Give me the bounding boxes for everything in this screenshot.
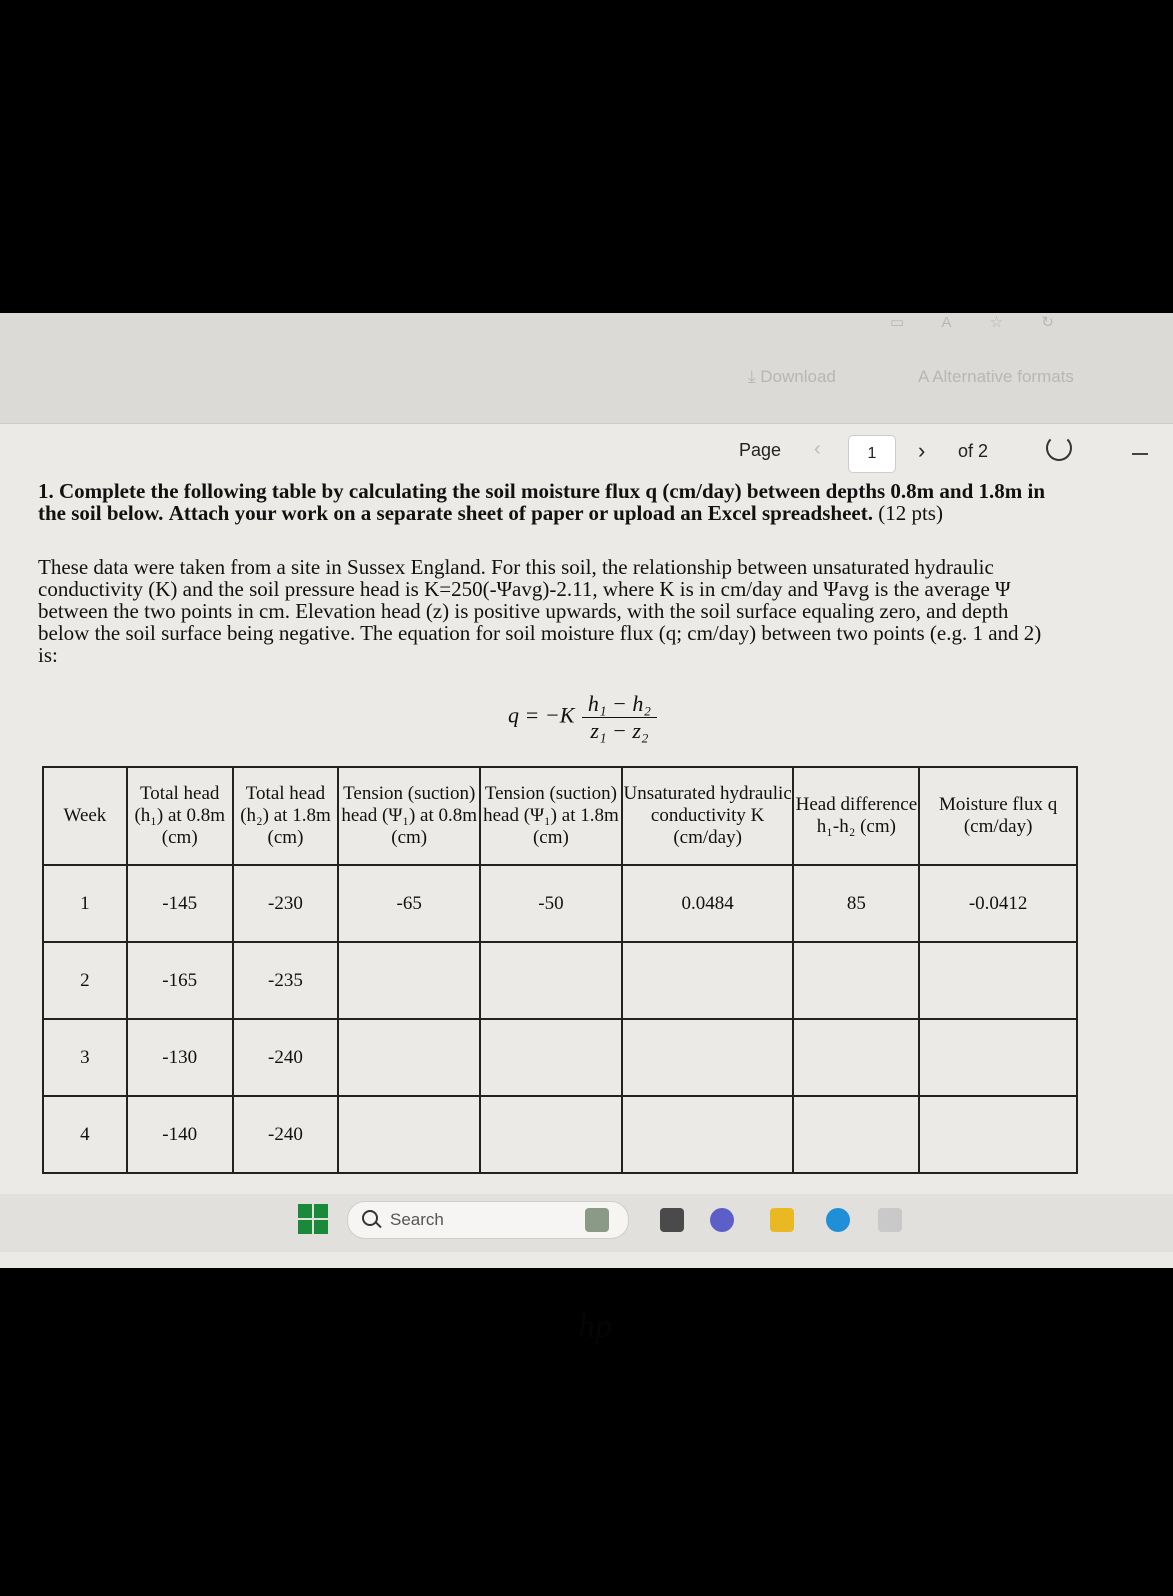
header-week: Week (43, 767, 127, 865)
table-cell: -230 (233, 865, 339, 942)
equation-fraction (582, 691, 657, 744)
page-number-input[interactable]: 1 (848, 435, 896, 473)
table-cell: 3 (43, 1019, 127, 1096)
header-moisture-flux: Moisture flux q (cm/day) (919, 767, 1077, 865)
prev-page-icon[interactable]: ‹ (814, 438, 821, 460)
table-cell (338, 1096, 480, 1173)
table-cell: -140 (127, 1096, 233, 1173)
table-cell (793, 1019, 919, 1096)
header-total-head-h2: Total head (h₂) at 1.8m (cm) (233, 767, 339, 865)
header-conductivity-k: Unsaturated hydraulic conductivity K (cm/day) (622, 767, 794, 865)
table-header-row (43, 767, 1077, 865)
question-text (38, 480, 1048, 524)
table-cell (919, 1096, 1077, 1173)
table-cell (793, 1096, 919, 1173)
windows-start-icon[interactable] (298, 1204, 330, 1236)
table-cell: -145 (127, 865, 233, 942)
edge-browser-icon[interactable] (826, 1208, 850, 1232)
question-instruction: Attach your work on a separate sheet of paper or upload an Excel spreadsheet. (168, 501, 873, 525)
question-heading: 1. Complete the following table by calculating the soil moisture flux q (cm/day) between depths 0.8m and 1.8m in the soil below. (38, 479, 1046, 525)
table-cell: -0.0412 (919, 865, 1077, 942)
file-explorer-icon[interactable] (770, 1208, 794, 1232)
alternative-formats-button[interactable]: A Alternative formats (918, 367, 1074, 386)
table-cell: -65 (338, 865, 480, 942)
table-cell: -240 (233, 1019, 339, 1096)
equation-lhs: q = −K (508, 702, 575, 728)
toolbar-icons (890, 313, 1088, 331)
page-navigator (736, 435, 1136, 465)
table-cell: -50 (480, 865, 622, 942)
table-cell: 85 (793, 865, 919, 942)
task-view-icon[interactable] (660, 1208, 684, 1232)
header-total-head-h1: Total head (h₁) at 0.8m (cm) (127, 767, 233, 865)
download-label: Download (760, 367, 836, 386)
flux-equation (508, 691, 657, 744)
favorite-star-icon[interactable]: ☆ (989, 314, 1004, 331)
table-cell (622, 1019, 794, 1096)
intro-paragraph: These data were taken from a site in Sussex England. For this soil, the relationship between unsaturated hydraulic conductivity (K) and the soil pressure head is K=250(-Ψavg)-2.11, where K is in cm/day and Ψavg is the average Ψ between the two points in cm. Elevation head (z) is positive upwards, with the soil surface equaling zero, and depth below the soil surface being negative. The equation for soil moisture flux (q; cm/day) between two points (e.g. 1 and 2) is: (38, 555, 1042, 667)
table-cell: 4 (43, 1096, 127, 1173)
download-button[interactable]: ⤓ Download (748, 367, 836, 386)
header-tension-18m: Tension (suction) head (Ψ₁) at 1.8m (cm) (480, 767, 622, 865)
table-cell (919, 942, 1077, 1019)
rotate-icon[interactable] (1046, 435, 1072, 461)
table-row (43, 1096, 1077, 1173)
equation-denominator: z₁ − z₂ (590, 718, 649, 743)
equation-numerator: h₁ − h₂ (582, 691, 657, 718)
text-size-icon[interactable]: A (941, 314, 952, 331)
taskbar (0, 1194, 1173, 1252)
menu-dash-icon[interactable] (1132, 453, 1148, 455)
data-table (42, 766, 1078, 1174)
alternative-formats-label: Alternative formats (932, 367, 1074, 386)
header-tension-08m: Tension (suction) head (Ψ₁) at 0.8m (cm) (338, 767, 480, 865)
next-page-icon[interactable]: › (918, 438, 926, 463)
viewer-toolbar (0, 313, 1173, 424)
header-head-difference: Head difference h₁-h₂ (cm) (793, 767, 919, 865)
table-row (43, 865, 1077, 942)
table-cell (338, 942, 480, 1019)
pdf-viewer-screen (0, 313, 1173, 1268)
page-count: of 2 (958, 441, 989, 461)
table-row (43, 942, 1077, 1019)
search-placeholder: Search (390, 1210, 444, 1229)
table-cell (480, 1019, 622, 1096)
table-row (43, 1019, 1077, 1096)
table-cell: 2 (43, 942, 127, 1019)
page-label: Page (739, 440, 782, 460)
table-cell (793, 942, 919, 1019)
table-cell: -240 (233, 1096, 339, 1173)
store-icon[interactable] (878, 1208, 902, 1232)
table-cell (480, 942, 622, 1019)
table-cell (338, 1019, 480, 1096)
widgets-icon[interactable] (585, 1208, 609, 1232)
question-points: (12 pts) (878, 501, 943, 525)
table-cell (480, 1096, 622, 1173)
table-cell (919, 1019, 1077, 1096)
table-cell: -165 (127, 942, 233, 1019)
table-cell (622, 1096, 794, 1173)
table-cell: -235 (233, 942, 339, 1019)
extensions-icon[interactable]: ↻ (1041, 314, 1054, 331)
reader-view-icon[interactable]: ▭ (890, 314, 905, 331)
table-cell (622, 942, 794, 1019)
table-cell: 0.0484 (622, 865, 794, 942)
teams-icon[interactable] (710, 1208, 734, 1232)
hp-logo: hp (578, 1308, 612, 1345)
table-cell: -130 (127, 1019, 233, 1096)
table-cell: 1 (43, 865, 127, 942)
